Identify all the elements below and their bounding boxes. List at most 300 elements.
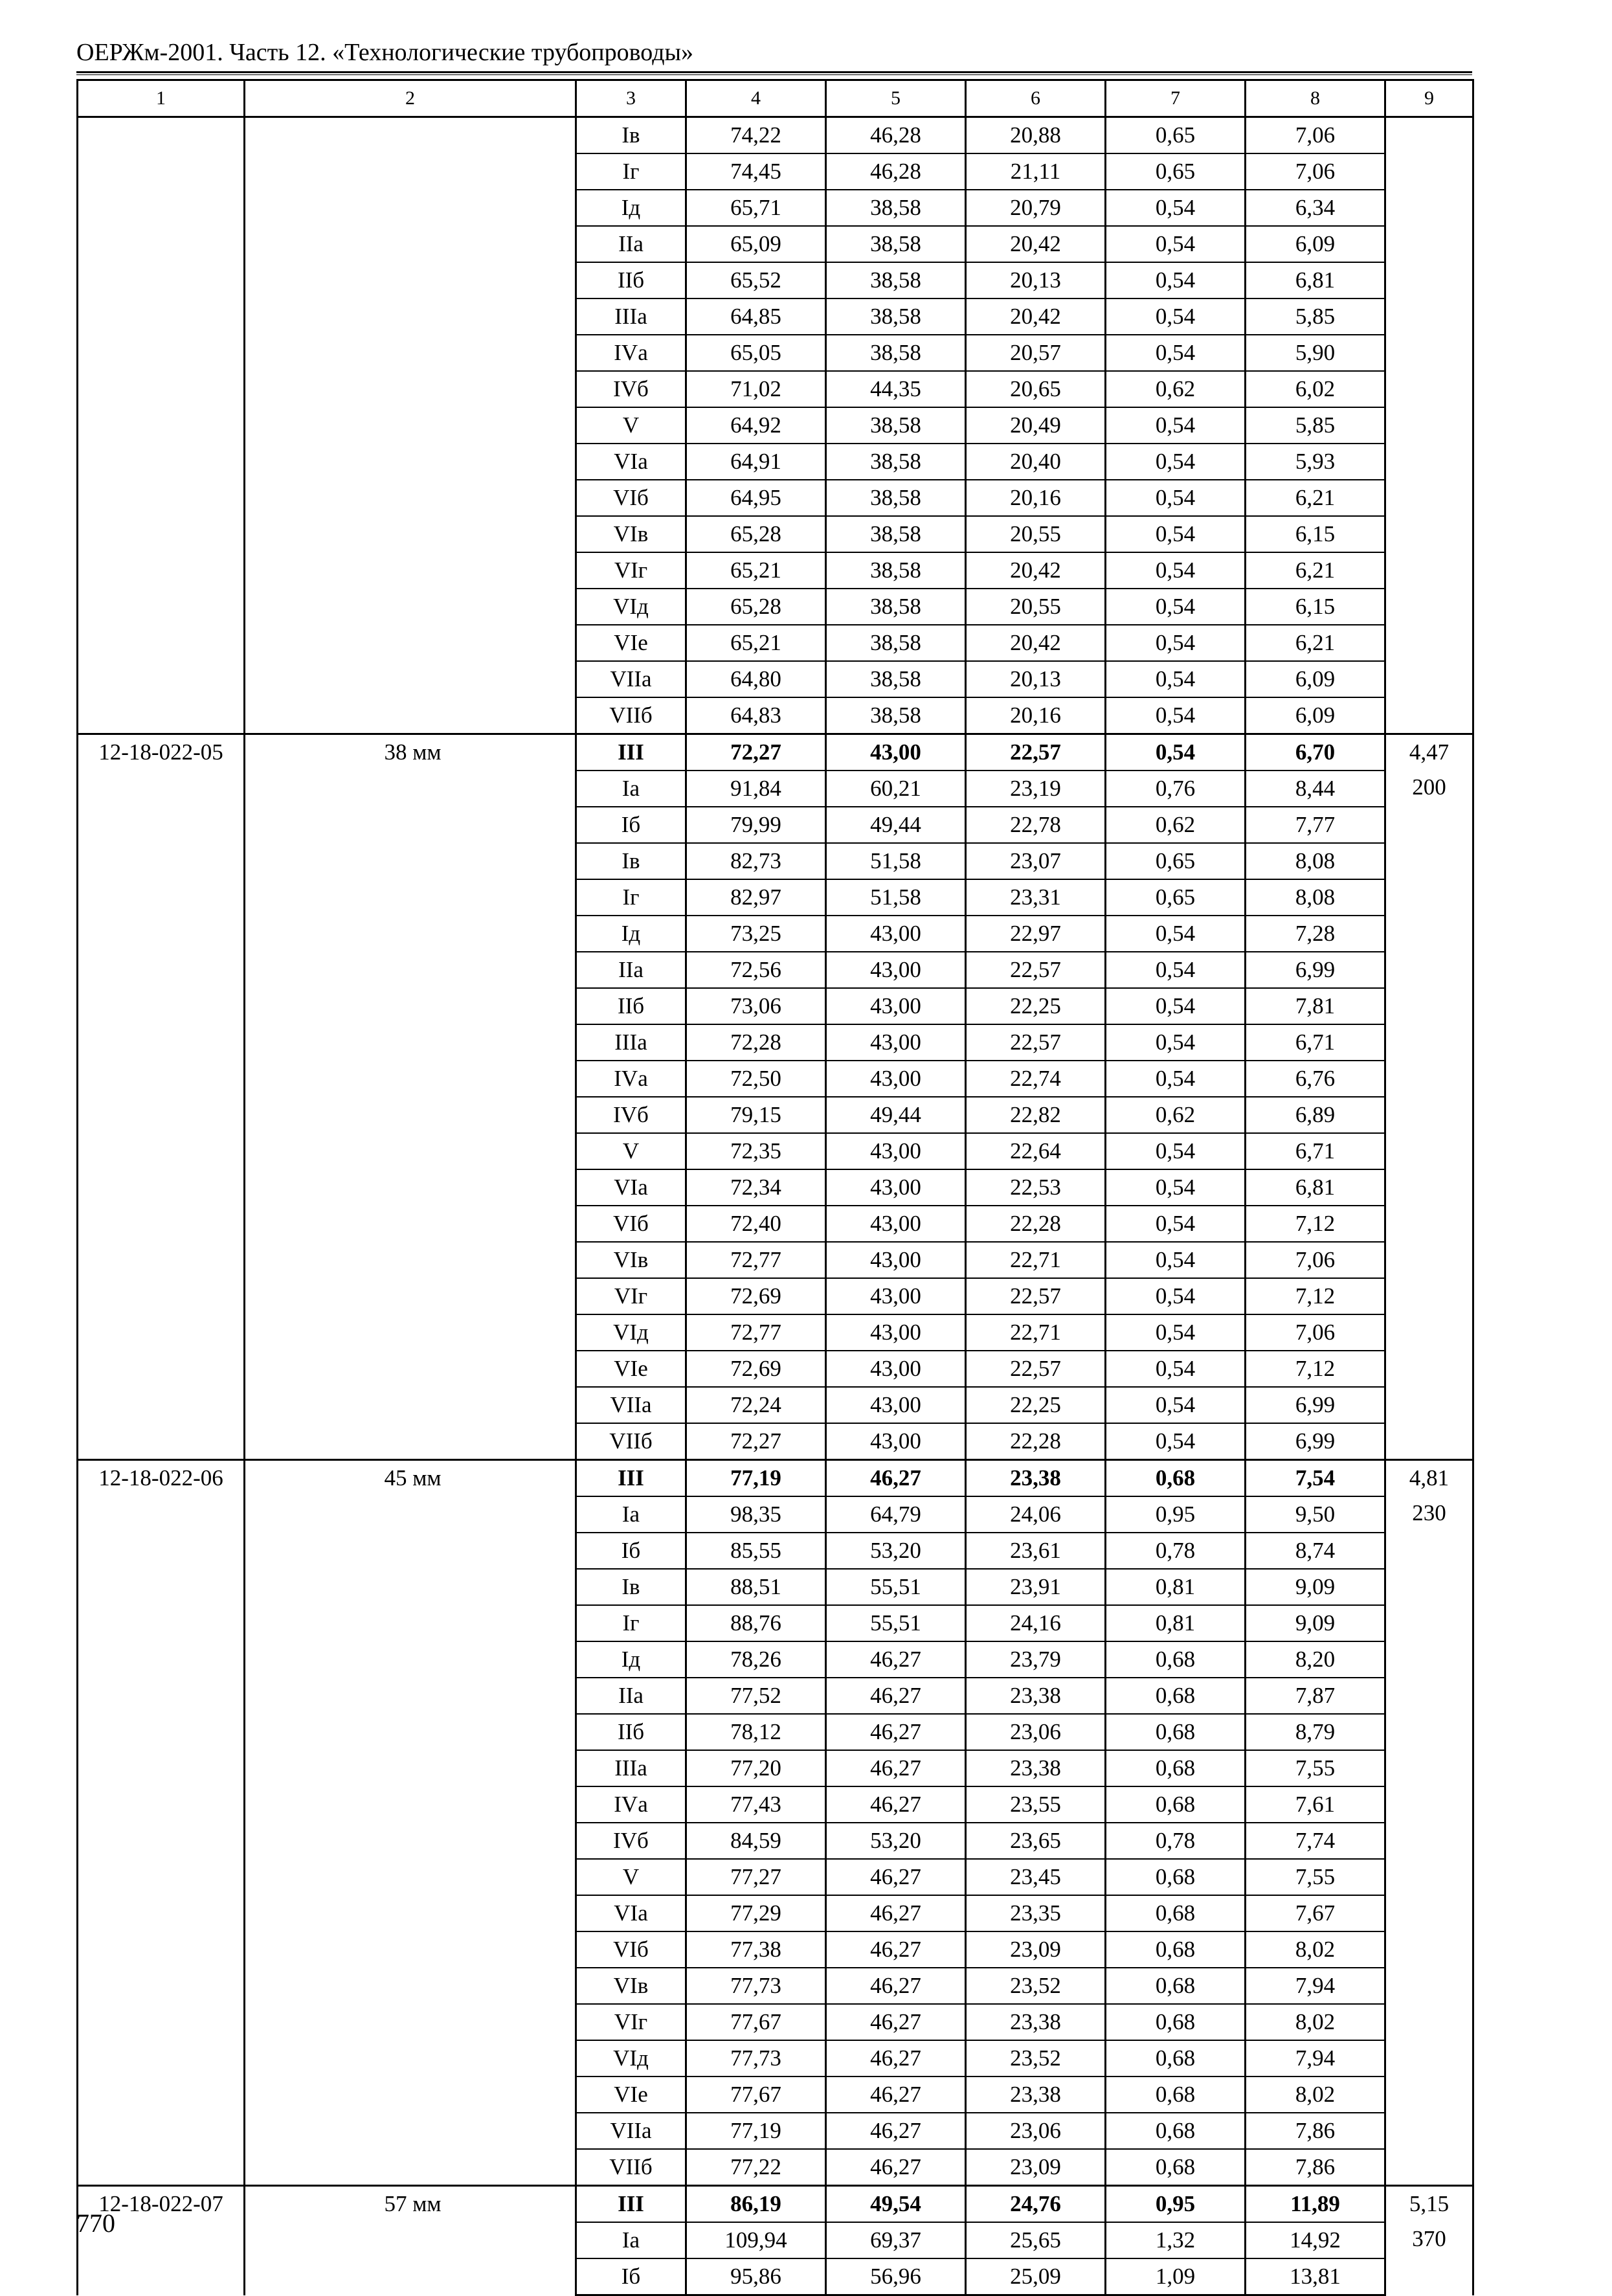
machine-cost-cell: 22,57: [966, 952, 1106, 988]
total-cost-cell: 78,12: [686, 1714, 826, 1750]
rate-name: 45 мм: [245, 1460, 576, 2186]
table-row: [78, 734, 1473, 771]
column-number-row: [78, 80, 1473, 117]
total-cost-cell: 73,25: [686, 916, 826, 952]
zone-cell: Iг: [576, 1605, 686, 1641]
materials-cell: 8,20: [1246, 1641, 1385, 1678]
machine-cost-cell: 22,25: [966, 988, 1106, 1024]
wages-cell: 43,00: [826, 988, 966, 1024]
machine-cost-cell: 23,19: [966, 771, 1106, 807]
machinist-wages-cell: 0,68: [1106, 1714, 1246, 1750]
total-cost-cell: 86,19: [686, 2186, 826, 2223]
total-cost-cell: 72,50: [686, 1061, 826, 1097]
wages-cell: 38,58: [826, 226, 966, 262]
materials-cell: 8,02: [1246, 2077, 1385, 2113]
wages-cell: 43,00: [826, 1351, 966, 1387]
zone-cell: VIг: [576, 2004, 686, 2040]
wages-cell: 46,27: [826, 2040, 966, 2077]
wages-cell: 60,21: [826, 771, 966, 807]
wages-cell: 46,28: [826, 153, 966, 190]
column-number-9: 9: [1385, 80, 1473, 117]
total-cost-cell: 85,55: [686, 1533, 826, 1569]
machinist-wages-cell: 0,62: [1106, 1097, 1246, 1133]
zone-cell: Iд: [576, 190, 686, 226]
zone-cell: Iа: [576, 2222, 686, 2258]
machine-cost-cell: 25,09: [966, 2258, 1106, 2295]
materials-cell: 7,61: [1246, 1786, 1385, 1823]
zone-cell: Iв: [576, 117, 686, 154]
machinist-wages-cell: 0,68: [1106, 1968, 1246, 2004]
total-cost-cell: 77,73: [686, 2040, 826, 2077]
rate-code: 12-18-022-05: [78, 734, 245, 1460]
total-cost-cell: 77,19: [686, 2113, 826, 2149]
materials-cell: 5,90: [1246, 335, 1385, 371]
wages-cell: 49,44: [826, 1097, 966, 1133]
wages-cell: 38,58: [826, 262, 966, 298]
total-cost-cell: 77,22: [686, 2149, 826, 2186]
machine-cost-cell: 20,16: [966, 480, 1106, 516]
materials-cell: 7,12: [1246, 1206, 1385, 1242]
table-row: [78, 117, 1473, 154]
total-cost-cell: 65,28: [686, 589, 826, 625]
machine-cost-cell: 23,38: [966, 1678, 1106, 1714]
materials-cell: 6,81: [1246, 1169, 1385, 1206]
machine-cost-cell: 23,91: [966, 1569, 1106, 1605]
machinist-wages-cell: 0,54: [1106, 226, 1246, 262]
machinist-wages-cell: 0,54: [1106, 1024, 1246, 1061]
zone-cell: IVб: [576, 1823, 686, 1859]
zone-cell: Iа: [576, 1496, 686, 1533]
materials-cell: 6,81: [1246, 262, 1385, 298]
zone-cell: IVа: [576, 1786, 686, 1823]
wages-cell: 43,00: [826, 1024, 966, 1061]
machine-cost-cell: 23,65: [966, 1823, 1106, 1859]
materials-cell: 6,99: [1246, 1387, 1385, 1423]
total-cost-cell: 77,43: [686, 1786, 826, 1823]
zone-cell: VIIа: [576, 2113, 686, 2149]
materials-cell: 7,77: [1246, 807, 1385, 843]
labor-cell: [1385, 117, 1473, 734]
materials-cell: 6,09: [1246, 226, 1385, 262]
total-cost-cell: 65,28: [686, 516, 826, 552]
machinist-wages-cell: 0,68: [1106, 1641, 1246, 1678]
zone-cell: III: [576, 1460, 686, 1497]
machinist-wages-cell: 0,54: [1106, 1351, 1246, 1387]
wages-cell: 43,00: [826, 1278, 966, 1314]
labor-cell: [1385, 2186, 1473, 2295]
total-cost-cell: 65,52: [686, 262, 826, 298]
zone-cell: V: [576, 407, 686, 444]
total-cost-cell: 79,99: [686, 807, 826, 843]
total-cost-cell: 64,95: [686, 480, 826, 516]
zone-cell: VIв: [576, 516, 686, 552]
wages-cell: 55,51: [826, 1569, 966, 1605]
column-number-3: 3: [576, 80, 686, 117]
total-cost-cell: 64,85: [686, 298, 826, 335]
machine-cost-cell: 20,88: [966, 117, 1106, 154]
machine-cost-cell: 20,49: [966, 407, 1106, 444]
labor-hours: 5,15: [1409, 2191, 1450, 2216]
zone-cell: VIе: [576, 2077, 686, 2113]
zone-cell: IIа: [576, 1678, 686, 1714]
wages-cell: 55,51: [826, 1605, 966, 1641]
column-number-6: 6: [966, 80, 1106, 117]
machine-cost-cell: 23,38: [966, 2077, 1106, 2113]
wages-cell: 38,58: [826, 444, 966, 480]
total-cost-cell: 109,94: [686, 2222, 826, 2258]
machine-cost-cell: 20,16: [966, 697, 1106, 734]
zone-cell: VIд: [576, 2040, 686, 2077]
materials-cell: 9,50: [1246, 1496, 1385, 1533]
machine-cost-cell: 23,07: [966, 843, 1106, 879]
machinist-wages-cell: 0,62: [1106, 371, 1246, 407]
wages-cell: 38,58: [826, 625, 966, 661]
materials-cell: 8,74: [1246, 1533, 1385, 1569]
zone-cell: VIIб: [576, 2149, 686, 2186]
zone-cell: VIд: [576, 1314, 686, 1351]
rate-name: 38 мм: [245, 734, 576, 1460]
zone-cell: VIIб: [576, 697, 686, 734]
zone-cell: III: [576, 2186, 686, 2223]
wages-cell: 46,27: [826, 1931, 966, 1968]
machine-cost-cell: 23,06: [966, 2113, 1106, 2149]
machine-cost-cell: 23,35: [966, 1895, 1106, 1931]
column-number-5: 5: [826, 80, 966, 117]
total-cost-cell: 72,27: [686, 1423, 826, 1460]
zone-cell: Iб: [576, 807, 686, 843]
column-number-1: 1: [78, 80, 245, 117]
wages-cell: 38,58: [826, 552, 966, 589]
total-cost-cell: 77,73: [686, 1968, 826, 2004]
rate-name: [245, 117, 576, 734]
machinist-wages-cell: 0,54: [1106, 262, 1246, 298]
wages-cell: 53,20: [826, 1823, 966, 1859]
zone-cell: VIб: [576, 480, 686, 516]
materials-cell: 5,85: [1246, 298, 1385, 335]
total-cost-cell: 77,52: [686, 1678, 826, 1714]
machine-cost-cell: 20,40: [966, 444, 1106, 480]
total-cost-cell: 72,35: [686, 1133, 826, 1169]
rate-code: [78, 117, 245, 734]
total-cost-cell: 77,20: [686, 1750, 826, 1786]
total-cost-cell: 64,80: [686, 661, 826, 697]
machinist-wages-cell: 0,95: [1106, 1496, 1246, 1533]
total-cost-cell: 64,91: [686, 444, 826, 480]
materials-cell: 7,74: [1246, 1823, 1385, 1859]
total-cost-cell: 74,22: [686, 117, 826, 154]
machinist-wages-cell: 1,09: [1106, 2258, 1246, 2295]
total-cost-cell: 82,73: [686, 843, 826, 879]
machinist-wages-cell: 0,81: [1106, 1569, 1246, 1605]
wages-cell: 43,00: [826, 734, 966, 771]
materials-cell: 6,21: [1246, 625, 1385, 661]
materials-cell: 7,67: [1246, 1895, 1385, 1931]
total-cost-cell: 95,86: [686, 2258, 826, 2295]
wages-cell: 44,35: [826, 371, 966, 407]
wages-cell: 38,58: [826, 589, 966, 625]
zone-cell: Iб: [576, 1533, 686, 1569]
column-number-2: 2: [245, 80, 576, 117]
machine-cost-cell: 24,06: [966, 1496, 1106, 1533]
machinist-wages-cell: 0,54: [1106, 589, 1246, 625]
machinist-wages-cell: 0,65: [1106, 153, 1246, 190]
table-row: [78, 1460, 1473, 1497]
zone-cell: IIб: [576, 262, 686, 298]
total-cost-cell: 64,92: [686, 407, 826, 444]
total-cost-cell: 74,45: [686, 153, 826, 190]
machine-cost-cell: 20,55: [966, 589, 1106, 625]
machine-cost-cell: 20,57: [966, 335, 1106, 371]
materials-cell: 6,09: [1246, 697, 1385, 734]
machinist-wages-cell: 0,54: [1106, 516, 1246, 552]
total-cost-cell: 72,69: [686, 1351, 826, 1387]
wages-cell: 43,00: [826, 1423, 966, 1460]
machine-cost-cell: 23,31: [966, 879, 1106, 916]
zone-cell: IVа: [576, 1061, 686, 1097]
machine-cost-cell: 23,06: [966, 1714, 1106, 1750]
machine-cost-cell: 20,42: [966, 298, 1106, 335]
machinist-wages-cell: 0,54: [1106, 552, 1246, 589]
materials-cell: 13,81: [1246, 2258, 1385, 2295]
machine-cost-cell: 22,57: [966, 734, 1106, 771]
machine-cost-cell: 23,38: [966, 1460, 1106, 1497]
machine-cost-cell: 22,57: [966, 1351, 1106, 1387]
machinist-wages-cell: 0,54: [1106, 335, 1246, 371]
machine-cost-cell: 22,82: [966, 1097, 1106, 1133]
machinist-wages-cell: 0,54: [1106, 1423, 1246, 1460]
total-cost-cell: 65,21: [686, 625, 826, 661]
materials-cell: 6,09: [1246, 661, 1385, 697]
wages-cell: 38,58: [826, 697, 966, 734]
wages-cell: 46,27: [826, 1750, 966, 1786]
machinist-wages-cell: 0,54: [1106, 1278, 1246, 1314]
materials-cell: 6,34: [1246, 190, 1385, 226]
wages-cell: 46,27: [826, 1786, 966, 1823]
materials-cell: 5,93: [1246, 444, 1385, 480]
zone-cell: Iг: [576, 879, 686, 916]
machinist-wages-cell: 0,54: [1106, 1387, 1246, 1423]
wages-cell: 46,27: [826, 2077, 966, 2113]
materials-cell: 7,06: [1246, 1242, 1385, 1278]
wages-cell: 43,00: [826, 1314, 966, 1351]
zone-cell: Iб: [576, 2258, 686, 2295]
materials-cell: 14,92: [1246, 2222, 1385, 2258]
materials-cell: 7,94: [1246, 2040, 1385, 2077]
total-cost-cell: 71,02: [686, 371, 826, 407]
machine-cost-cell: 22,74: [966, 1061, 1106, 1097]
wages-cell: 56,96: [826, 2258, 966, 2295]
machinist-wages-cell: 0,54: [1106, 697, 1246, 734]
materials-cell: 7,28: [1246, 916, 1385, 952]
zone-cell: IIIа: [576, 1750, 686, 1786]
zone-cell: IIб: [576, 988, 686, 1024]
zone-cell: IVб: [576, 371, 686, 407]
materials-cell: 8,44: [1246, 771, 1385, 807]
wages-cell: 46,27: [826, 1968, 966, 2004]
machinist-wages-cell: 0,54: [1106, 1314, 1246, 1351]
materials-cell: 7,54: [1246, 1460, 1385, 1497]
machine-cost-cell: 20,13: [966, 661, 1106, 697]
total-cost-cell: 64,83: [686, 697, 826, 734]
materials-cell: 6,71: [1246, 1133, 1385, 1169]
table-body: [78, 117, 1473, 2295]
machine-cost-cell: 23,61: [966, 1533, 1106, 1569]
zone-cell: Iв: [576, 1569, 686, 1605]
machine-cost-cell: 23,45: [966, 1859, 1106, 1895]
wages-cell: 38,58: [826, 298, 966, 335]
wages-cell: 46,27: [826, 1714, 966, 1750]
machinist-wages-cell: 0,54: [1106, 190, 1246, 226]
total-cost-cell: 65,21: [686, 552, 826, 589]
total-cost-cell: 77,67: [686, 2077, 826, 2113]
machine-cost-cell: 20,13: [966, 262, 1106, 298]
machinist-wages-cell: 0,54: [1106, 1169, 1246, 1206]
machine-cost-cell: 23,09: [966, 2149, 1106, 2186]
zone-cell: VIб: [576, 1931, 686, 1968]
materials-cell: 7,87: [1246, 1678, 1385, 1714]
materials-cell: 9,09: [1246, 1569, 1385, 1605]
wages-cell: 53,20: [826, 1533, 966, 1569]
rate-name: 57 мм: [245, 2186, 576, 2295]
materials-cell: 6,15: [1246, 516, 1385, 552]
wages-cell: 46,27: [826, 2149, 966, 2186]
machinist-wages-cell: 0,54: [1106, 734, 1246, 771]
wages-cell: 43,00: [826, 1242, 966, 1278]
wages-cell: 38,58: [826, 190, 966, 226]
zone-cell: V: [576, 1133, 686, 1169]
machinist-wages-cell: 0,54: [1106, 1061, 1246, 1097]
materials-cell: 9,09: [1246, 1605, 1385, 1641]
machinist-wages-cell: 0,54: [1106, 916, 1246, 952]
wages-cell: 46,27: [826, 1641, 966, 1678]
zone-cell: IVа: [576, 335, 686, 371]
wages-cell: 43,00: [826, 952, 966, 988]
zone-cell: VIв: [576, 1242, 686, 1278]
machine-cost-cell: 20,79: [966, 190, 1106, 226]
machinist-wages-cell: 0,65: [1106, 117, 1246, 154]
wages-cell: 38,58: [826, 335, 966, 371]
materials-cell: 6,21: [1246, 480, 1385, 516]
total-cost-cell: 72,69: [686, 1278, 826, 1314]
total-cost-cell: 98,35: [686, 1496, 826, 1533]
zone-cell: VIб: [576, 1206, 686, 1242]
wages-cell: 43,00: [826, 1133, 966, 1169]
materials-cell: 7,81: [1246, 988, 1385, 1024]
machinist-wages-cell: 0,54: [1106, 444, 1246, 480]
total-cost-cell: 65,05: [686, 335, 826, 371]
machine-cost-cell: 20,42: [966, 625, 1106, 661]
materials-cell: 6,76: [1246, 1061, 1385, 1097]
machine-cost-cell: 24,76: [966, 2186, 1106, 2223]
materials-cell: 6,71: [1246, 1024, 1385, 1061]
materials-cell: 5,85: [1246, 407, 1385, 444]
zone-cell: VIIа: [576, 1387, 686, 1423]
table-header: [78, 80, 1473, 117]
wages-cell: 51,58: [826, 879, 966, 916]
zone-cell: VIг: [576, 552, 686, 589]
pipe-mass: 200: [1412, 774, 1446, 800]
total-cost-cell: 77,67: [686, 2004, 826, 2040]
materials-cell: 6,02: [1246, 371, 1385, 407]
machinist-wages-cell: 0,62: [1106, 807, 1246, 843]
pipe-mass: 370: [1412, 2226, 1446, 2251]
materials-cell: 7,06: [1246, 153, 1385, 190]
materials-cell: 6,99: [1246, 1423, 1385, 1460]
rate-code: 12-18-022-06: [78, 1460, 245, 2186]
machinist-wages-cell: 0,68: [1106, 2040, 1246, 2077]
total-cost-cell: 77,29: [686, 1895, 826, 1931]
materials-cell: 8,79: [1246, 1714, 1385, 1750]
materials-cell: 7,06: [1246, 117, 1385, 154]
wages-cell: 46,27: [826, 2004, 966, 2040]
column-number-4: 4: [686, 80, 826, 117]
wages-cell: 51,58: [826, 843, 966, 879]
machinist-wages-cell: 0,54: [1106, 480, 1246, 516]
labor-cell: [1385, 734, 1473, 1460]
machinist-wages-cell: 0,68: [1106, 2149, 1246, 2186]
zone-cell: VIг: [576, 1278, 686, 1314]
machinist-wages-cell: 0,95: [1106, 2186, 1246, 2223]
machinist-wages-cell: 0,54: [1106, 1133, 1246, 1169]
total-cost-cell: 72,40: [686, 1206, 826, 1242]
materials-cell: 6,89: [1246, 1097, 1385, 1133]
wages-cell: 38,58: [826, 480, 966, 516]
wages-cell: 43,00: [826, 1387, 966, 1423]
zone-cell: Iа: [576, 771, 686, 807]
machine-cost-cell: 22,64: [966, 1133, 1106, 1169]
machinist-wages-cell: 0,68: [1106, 1786, 1246, 1823]
machinist-wages-cell: 0,68: [1106, 2004, 1246, 2040]
total-cost-cell: 78,26: [686, 1641, 826, 1678]
machine-cost-cell: 20,42: [966, 552, 1106, 589]
zone-cell: VIв: [576, 1968, 686, 2004]
total-cost-cell: 84,59: [686, 1823, 826, 1859]
total-cost-cell: 65,71: [686, 190, 826, 226]
zone-cell: IIа: [576, 226, 686, 262]
total-cost-cell: 79,15: [686, 1097, 826, 1133]
materials-cell: 7,06: [1246, 1314, 1385, 1351]
materials-cell: 8,08: [1246, 843, 1385, 879]
materials-cell: 7,12: [1246, 1351, 1385, 1387]
total-cost-cell: 72,24: [686, 1387, 826, 1423]
machinist-wages-cell: 0,68: [1106, 2113, 1246, 2149]
page-header: ОЕРЖм-2001. Часть 12. «Технологические трубопроводы»: [76, 39, 694, 66]
wages-cell: 38,58: [826, 516, 966, 552]
column-number-8: 8: [1246, 80, 1385, 117]
wages-cell: 46,27: [826, 1859, 966, 1895]
wages-cell: 46,28: [826, 117, 966, 154]
zone-cell: Iд: [576, 916, 686, 952]
total-cost-cell: 88,51: [686, 1569, 826, 1605]
materials-cell: 7,55: [1246, 1750, 1385, 1786]
materials-cell: 7,86: [1246, 2149, 1385, 2186]
machine-cost-cell: 23,55: [966, 1786, 1106, 1823]
zone-cell: IVб: [576, 1097, 686, 1133]
machinist-wages-cell: 0,68: [1106, 1750, 1246, 1786]
wages-cell: 49,44: [826, 807, 966, 843]
machine-cost-cell: 22,78: [966, 807, 1106, 843]
table-row: [78, 2186, 1473, 2223]
machine-cost-cell: 23,52: [966, 1968, 1106, 2004]
wages-cell: 46,27: [826, 1460, 966, 1497]
zone-cell: IIIа: [576, 298, 686, 335]
zone-cell: Iв: [576, 843, 686, 879]
wages-cell: 46,27: [826, 1678, 966, 1714]
rates-table: [76, 79, 1474, 2296]
total-cost-cell: 72,34: [686, 1169, 826, 1206]
page-number: 770: [76, 2209, 115, 2238]
rate-code: 12-18-022-07: [78, 2186, 245, 2295]
